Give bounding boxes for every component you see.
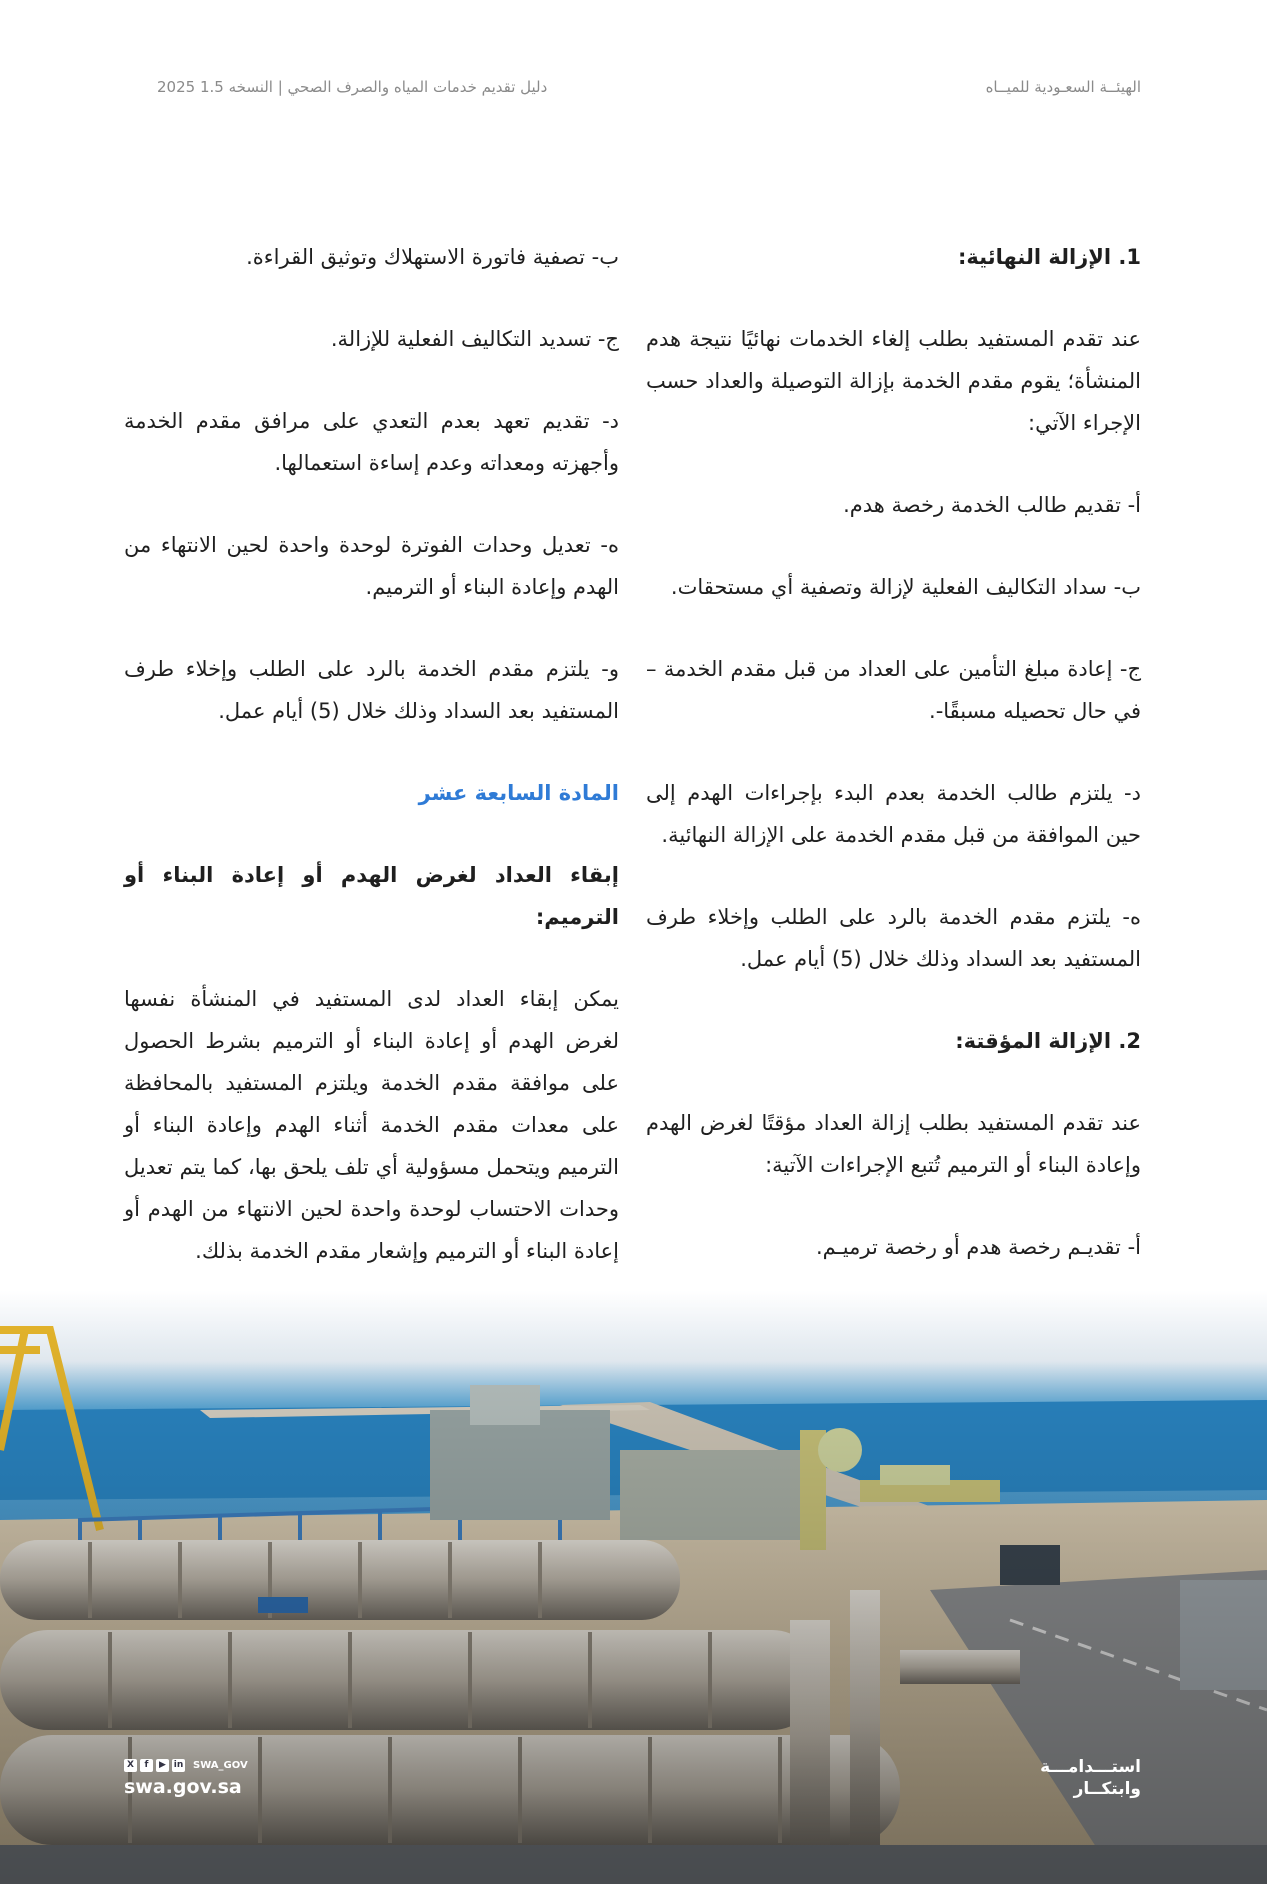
social-links <box>124 1759 248 1772</box>
left-column <box>124 236 619 1312</box>
social-handle: SWA_GOV <box>193 1760 248 1771</box>
list-item-final-d: د- يلتزم طالب الخدمة بعدم البدء بإجراءات الهدم إلى حين الموافقة من قبل مقدم الخدمة على الإزالة النهائية. <box>646 781 1141 847</box>
list-item-temporary-c: ج- تسديد التكاليف الفعلية للإزالة. <box>330 327 619 351</box>
heading-temporary-removal: 2. الإزالة المؤقتة: <box>955 1029 1141 1053</box>
paragraph-final-intro: عند تقدم المستفيد بطلب إلغاء الخدمات نهائيًا نتيجة هدم المنشأة؛ يقوم مقدم الخدمة بإزالة التوصيلة والعداد حسب الإجراء الآتي: <box>646 327 1141 435</box>
list-item-temporary-b: ب- تصفية فاتورة الاستهلاك وتوثيق القراءة. <box>246 245 619 269</box>
guide-title: دليل تقديم خدمات المياه والصرف الصحي | النسخه 1.5 2025 <box>157 78 548 96</box>
list-item-temporary-e: ه- تعديل وحدات الفوترة لوحدة واحدة لحين الانتهاء من الهدم وإعادة البناء أو الترميم. <box>124 533 619 599</box>
list-item-final-e: ه- يلتزم مقدم الخدمة بالرد على الطلب وإخلاء طرف المستفيد بعد السداد وذلك خلال (5) أيام عمل. <box>646 905 1141 971</box>
article-body: يمكن إبقاء العداد لدى المستفيد في المنشأة نفسها لغرض الهدم أو إعادة البناء أو الترميم بشرط الحصول على موافقة مقدم الخدمة ويلتزم المستفيد بالمحافظة على معدات مقدم الخدمة أثناء الهدم وإعادة البناء أو الترميم ويتحمل مسؤولية أي تلف يلحق بها، كما يتم تعديل وحدات الاحتساب لوحدة واحدة لحين الانتهاء من الهدم أو إعادة البناء أو الترميم وإشعار مقدم الخدمة بذلك. <box>124 987 619 1263</box>
slogan-line-2: وابتكــار <box>1073 1779 1141 1799</box>
heading-final-removal: 1. الإزالة النهائية: <box>958 245 1141 269</box>
article-title: المادة السابعة عشر <box>418 781 619 805</box>
list-item-final-c: ج- إعادة مبلغ التأمين على العداد من قبل مقدم الخدمة –في حال تحصيله مسبقًا-. <box>646 657 1141 723</box>
website-link[interactable]: swa.gov.sa <box>124 1776 242 1798</box>
right-column <box>646 236 1141 1308</box>
linkedin-icon[interactable]: in <box>173 1760 184 1770</box>
list-item-temporary-a: أ- تقديـم رخصة هدم أو رخصة ترميـم. <box>815 1235 1141 1259</box>
page-header <box>157 78 1141 102</box>
footer-contact <box>124 1759 248 1798</box>
list-item-final-a: أ- تقديم طالب الخدمة رخصة هدم. <box>843 493 1141 517</box>
slogan-line-1: استـــدامـــة <box>1040 1757 1141 1777</box>
facebook-icon[interactable]: f <box>140 1759 153 1772</box>
list-item-temporary-d: د- تقديم تعهد بعدم التعدي على مرافق مقدم الخدمة وأجهزته ومعداته وعدم إساءة استعمالها. <box>124 409 619 475</box>
organization-name: الهيئــة السعـودية للميــاه <box>985 78 1141 96</box>
slogan <box>1040 1756 1141 1800</box>
paragraph-temporary-intro: عند تقدم المستفيد بطلب إزالة العداد مؤقتًا لغرض الهدم وإعادة البناء أو الترميم تُتبع الإجراءات الآتية: <box>646 1111 1141 1177</box>
list-item-temporary-f: و- يلتزم مقدم الخدمة بالرد على الطلب وإخلاء طرف المستفيد بعد السداد وذلك خلال (5) أيام عمل. <box>124 657 619 723</box>
youtube-icon[interactable]: ▶ <box>156 1759 169 1772</box>
list-item-final-b: ب- سداد التكاليف الفعلية لإزالة وتصفية أي مستحقات. <box>670 575 1141 599</box>
x-icon[interactable]: X <box>124 1759 137 1772</box>
article-heading: إبقاء العداد لغرض الهدم أو إعادة البناء أو الترميم: <box>124 863 619 929</box>
